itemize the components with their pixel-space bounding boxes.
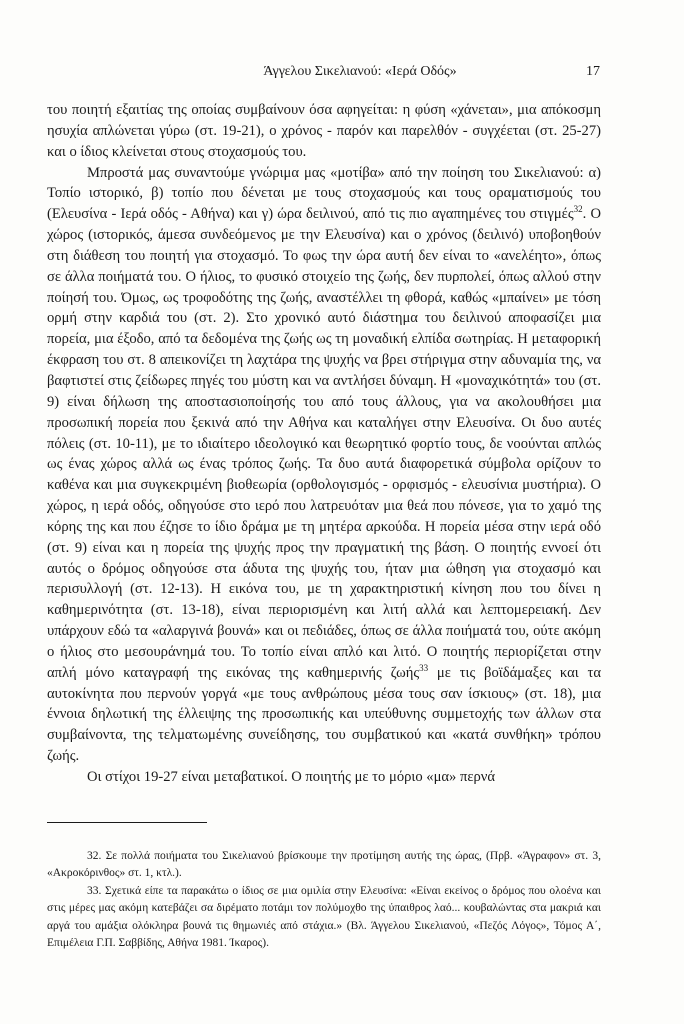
main-text <box>47 100 601 788</box>
page-number: 17 <box>586 64 600 79</box>
paragraph-continued: του ποιητή εξαιτίας της οποίας συμβαίνουν όσα αφηγείται: η φύση «χάνεται», μια απόκοσμη ησυχία απλώνεται γύρω (στ. 19-21), ο χρόνος - παρόν και παρελθόν - συγχέεται (στ. 25-27) και ο ίδιος κλείνεται στους στοχασμούς του. <box>47 102 601 160</box>
paragraph-transitional: Οι στίχοι 19-27 είναι μεταβατικοί. Ο ποιητής με το μόριο «μα» περνά <box>87 769 496 785</box>
paragraph-text: . Ο χώρος (ιστορικός, άμεσα συνδεόμενος με την Ελευσίνα) και ο χρόνος (δειλινό) υποβοηθούν στη διάθεση του ποιητή για στοχασμό. Το φως την ώρα αυτή δεν είναι το «ανελέητο», όπως σε άλλα ποιήματά του. Ο ήλιος, το φυσικό στοιχείο της ζωής, δεν πυρπολεί, όπως αλλού στην ποίησή του. Όμως, ως τροφοδότης της ζωής, αναστέλλει τη φθορά, καθώς «μπαίνει» με τόση ορμή στην καρδιά του (στ. 2). Στο χρονικό αυτό διάστημα του δειλινού αποφασίζει μια πορεία, μια έξοδο, από τα δεδομένα της ζωής ως τη μοναδική ελπίδα σωτηρίας. Η μεταφορική έκφραση του στ. 8 απεικονίζει τη λαχτάρα της ψυχής να βρει στήριγμα στην αδυναμία της, να βαφτιστεί στις ζείδωρες πηγές του μύστη και να αντλήσει δύναμη. Η «μοναχικότητά» του (στ. 9) είναι δήλωση της αποστασιοποίησής του από τους άλλους, για να ακολουθήσει μια προσωπική πορεία που ξεκινά από την Αθήνα και καταλήγει στην Ελευσίνα. Οι δυο αυτές πόλεις (στ. 10-11), με το ιδιαίτερο ιδεολογικό και θεωρητικό φορτίο τους, δε νοούνται απλώς ως ένας χώρος αλλά ως ένας τρόπος ζωής. Τα δυο αυτά διαφορετικά σύμβολα ορίζουν το καθένα και μια συγκεκριμένη βιοθεωρία (ορθολογισμός - ορφισμός - ελευσίνια μυστήρια). Ο χώρος, η ιερά οδός, οδηγούσε στο ιερό που λατρευόταν μια θεά που πόνεσε, για το χαμό της κόρης της και που έζησε το ίδιο δράμα με τη μητέρα αρκούδα. Η πορεία μέσα στην ιερά οδό (στ. 9) είναι και η πορεία της ψυχής προς την πραγματική της βάση. Ο ποιητής εννοεί ότι αυτός ο δρόμος οδηγούσε στα άδυτα της ψυχής του, ήταν μια ώθηση για στοχασμό και περισυλλογή (στ. 12-13). Η εικόνα του, με τη χαρακτηριστική κίνηση που του δίνει η καθημερινότητα (στ. 13-18), είναι περιορισμένη και λιτή αλλά και λεπτομερειακή. Δεν υπάρχουν εδώ τα «αλαργινά βουνά» και οι πεδιάδες, όπως σε άλλα ποιήματά του, ούτε ακόμη ο ήλιος στο μεσουράνημά του. Το τοπίο είναι απλό και λιτό. Ο ποιητής περιορίζεται στην απλή μόνο καταγραφή της εικόνας της καθημερινής ζωής <box>47 206 601 681</box>
footnote-ref-33: 33 <box>419 662 429 673</box>
paragraph-text: Μπροστά μας συναντούμε γνώριμα μας «μοτίβα» από την ποίηση του Σικελιανού: α) Τοπίο ιστορικό, β) τοπίο που δένεται με τους στοχασμούς και τους οραματισμούς του (Ελευσίνα - Ιερά οδός - Αθήνα) και γ) ώρα δειλινού, από τις πιο αγαπημένες του στιγμές <box>47 164 601 223</box>
footnotes <box>47 848 601 952</box>
footnote-divider <box>47 822 207 823</box>
paragraph-text: με τις βοϊδάμαξες και τα αυτοκίνητα που περνούν γοργά «με τους ανθρώπους μέσα τους σαν ίσκιους» (στ. 18), μια έννοια δηλωτική της έλλειψης της προσωπικής και υπεύθυνης συμμετοχής των άλλων στα συμβαίνοντα, της τελματωμένης συνείδησης, του συμβατικού και «κατά συνθήκη» τρόπου ζωής. <box>47 664 601 765</box>
running-title: Άγγελου Σικελιανού: «Ιερά Οδός» <box>263 64 457 79</box>
paragraph-motifs <box>47 163 601 767</box>
footnote-32: 32. Σε πολλά ποιήματα του Σικελιανού βρίσκουμε την προτίμηση αυτής της ώρας, (Πρβ. «Άγραφον» στ. 3, «Ακροκόρινθος» στ. 1, κτλ.). <box>47 850 601 880</box>
footnote-ref-32: 32 <box>573 204 583 215</box>
footnote-33: 33. Σχετικά είπε τα παρακάτω ο ίδιος σε μια ομιλία στην Ελευσίνα: «Είναι εκείνος ο δρόμος που ολοένα και στις μέρες μας ακόμη κατεβάζει σα διρέματο ποτάμι τον πολύμοχθο της ύπαιθρος λαό... κουβαλώντας στα μακριά και αργά του αμάξια ολόκληρα βουνά τις θημωνιές από στάχια.» (Βλ. Άγγελου Σικελιανού, «Πεζός Λόγος», Τόμος Α΄, Επιμέλεια Γ.Π. Σαββίδης, Αθήνα 1981. Ίκαρος). <box>47 884 601 950</box>
